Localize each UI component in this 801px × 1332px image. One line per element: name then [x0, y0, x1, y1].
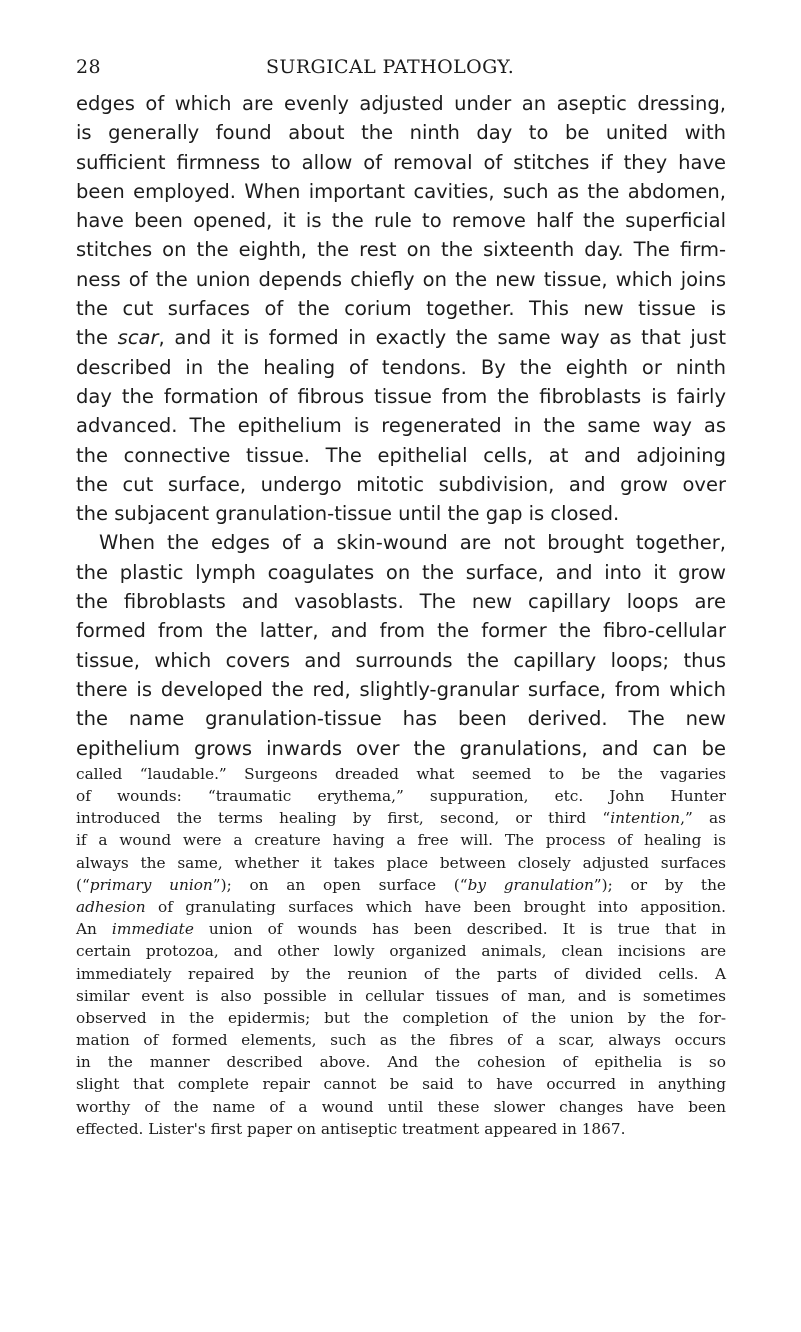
text-line: [76, 918, 726, 940]
text-line: the cut surface, undergo mitotic subdivision, and grow over: [76, 472, 726, 496]
text-line: always the same, whether it takes place between closely adjusted surfaces: [76, 853, 726, 872]
text-line: tissue, which covers and surrounds the capillary loops; thus: [76, 648, 726, 672]
text-segment: ,” as: [680, 809, 727, 828]
text-line: similar event is also possible in cellular tissues of man, and is sometimes: [76, 986, 726, 1005]
text-line: advanced. The epithelium is regenerated in the same way as: [76, 414, 726, 438]
text-line: described in the healing of tendons. By the eighth or ninth: [76, 355, 726, 379]
page-header: [76, 56, 726, 80]
text-segment: union of wounds has been described. It is true that in: [193, 920, 727, 939]
text-line: [76, 807, 726, 829]
text-segment: (“: [76, 875, 90, 894]
page-number: 28: [76, 56, 101, 78]
text-line: worthy of the name of a wound until these slower changes have been: [76, 1097, 726, 1116]
text-line: in the manner described above. And the cohesion of epithelia is so: [76, 1053, 726, 1072]
text-line: of wounds: “traumatic erythema,” suppuration, etc. John Hunter: [76, 787, 726, 806]
text-line: the connective tissue. The epithelial cells, at and adjoining: [76, 443, 726, 467]
italic-term: adhesion: [76, 897, 146, 916]
footnote-paragraph: [76, 763, 726, 1140]
italic-term: by granulation: [467, 875, 594, 894]
text-line: When the edges of a skin-wound are not brought together,: [99, 531, 726, 555]
text-segment: of granulating surfaces which have been brought into apposition.: [145, 897, 726, 916]
text-line: day the formation of fibrous tissue from the fibroblasts is fairly: [76, 384, 726, 408]
italic-term: scar: [117, 326, 159, 350]
italic-term: intention: [610, 809, 681, 828]
text-segment: the: [76, 326, 118, 350]
text-line: the subjacent granulation-tissue until the gap is closed.: [76, 502, 620, 526]
text-segment: , and it is formed in exactly the same way as that just: [158, 326, 726, 350]
text-line: ness of the union depends chiefly on the new tissue, which joins: [76, 267, 726, 291]
text-line: been employed. When important cavities, such as the abdomen,: [76, 179, 726, 203]
text-line: edges of which are evenly adjusted under an aseptic dressing,: [76, 92, 726, 115]
text-line: effected. Lister's first paper on antiseptic treatment appeared in 1867.: [76, 1119, 626, 1138]
text-line: is generally found about the ninth day to be united with: [76, 121, 726, 145]
text-line: called “laudable.” Surgeons dreaded what seemed to be the vagaries: [76, 764, 726, 783]
italic-term: primary union: [89, 875, 213, 894]
italic-term: immediate: [111, 920, 194, 939]
text-line: the plastic lymph coagulates on the surface, and into it grow: [76, 560, 726, 584]
text-line: [76, 874, 726, 896]
text-line: have been opened, it is the rule to remove half the superficial: [76, 209, 726, 233]
text-line: mation of formed elements, such as the fibres of a scar, always occurs: [76, 1031, 726, 1050]
text-line: certain protozoa, and other lowly organized animals, clean incisions are: [76, 942, 726, 961]
text-line: the name granulation-tissue has been derived. The new: [76, 707, 726, 731]
text-segment: introduced the terms healing by first, second, or third “: [76, 809, 611, 828]
text-line: sufficient firmness to allow of removal of stitches if they have: [76, 150, 726, 174]
text-line: observed in the epidermis; but the completion of the union by the for-: [76, 1008, 726, 1027]
text-line: the fibroblasts and vasoblasts. The new capillary loops are: [76, 590, 726, 614]
text-line: formed from the latter, and from the former the fibro-cellular: [76, 619, 726, 643]
text-segment: ”); on an open surface (“: [212, 875, 468, 894]
text-line: there is developed the red, slightly-granular surface, from which: [76, 677, 726, 701]
text-line: if a wound were a creature having a free will. The process of healing is: [76, 831, 726, 850]
text-line: stitches on the eighth, the rest on the sixteenth day. The firm-: [76, 238, 726, 262]
text-line: immediately repaired by the reunion of the parts of divided cells. A: [76, 964, 726, 983]
text-line: [76, 896, 726, 918]
text-line: the cut surfaces of the corium together. This new tissue is: [76, 297, 726, 321]
text-segment: An: [76, 920, 112, 939]
text-line: epithelium grows inwards over the granulations, and can be: [76, 736, 726, 760]
text-line: slight that complete repair cannot be said to have occurred in anything: [76, 1075, 726, 1094]
running-head: SURGICAL PATHOLOGY.: [266, 56, 515, 78]
body-text: [76, 89, 726, 1140]
main-paragraphs: [76, 89, 726, 763]
text-segment: ”); or by the: [593, 875, 726, 894]
text-line: [76, 323, 726, 352]
